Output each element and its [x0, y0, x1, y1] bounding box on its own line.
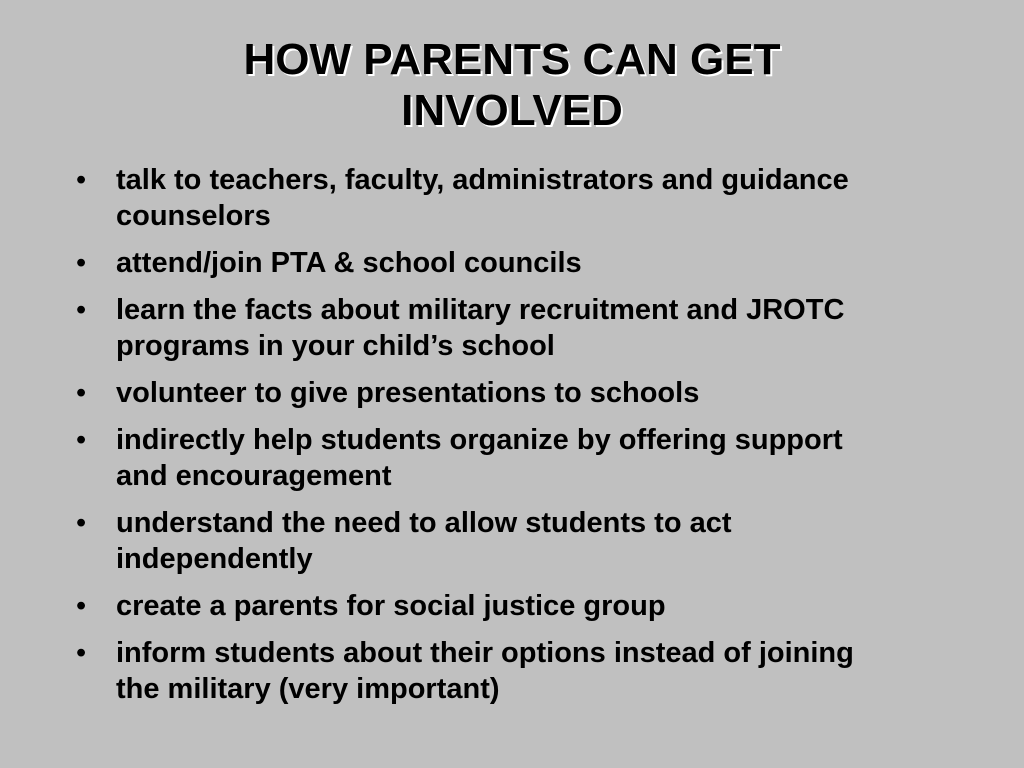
bullet-text: volunteer to give presentations to schools	[116, 377, 700, 409]
bullet-item	[74, 375, 894, 411]
bullet-text: talk to teachers, faculty, administrators and guidance counselors	[116, 164, 849, 232]
bullet-dot-icon: •	[76, 164, 87, 196]
bullet-dot-icon: •	[76, 247, 87, 279]
bullet-text: create a parents for social justice group	[116, 590, 666, 622]
bullet-dot-icon: •	[76, 637, 87, 669]
bullet-dot-icon: •	[76, 377, 87, 409]
bullet-text: learn the facts about military recruitment and JROTC programs in your child’s school	[116, 294, 845, 362]
bullet-text: indirectly help students organize by offering support and encouragement	[116, 424, 843, 492]
title-line-1: HOW PARENTS CAN GET	[243, 35, 781, 84]
bullet-item	[74, 588, 894, 624]
bullet-dot-icon: •	[76, 294, 87, 326]
bullet-dot-icon: •	[76, 424, 87, 456]
bullet-dot-icon: •	[76, 590, 87, 622]
bullet-item	[74, 292, 894, 364]
bullet-list	[74, 162, 894, 718]
bullet-text: attend/join PTA & school councils	[116, 247, 582, 279]
bullet-item	[74, 245, 894, 281]
bullet-item	[74, 162, 894, 234]
bullet-text: inform students about their options instead of joining the military (very important)	[116, 637, 854, 705]
bullet-item	[74, 422, 894, 494]
bullet-item	[74, 505, 894, 577]
bullet-dot-icon: •	[76, 507, 87, 539]
bullet-item	[74, 635, 894, 707]
slide-title	[112, 34, 912, 136]
title-line-2: INVOLVED	[401, 86, 623, 135]
bullet-text: understand the need to allow students to act independently	[116, 507, 732, 575]
